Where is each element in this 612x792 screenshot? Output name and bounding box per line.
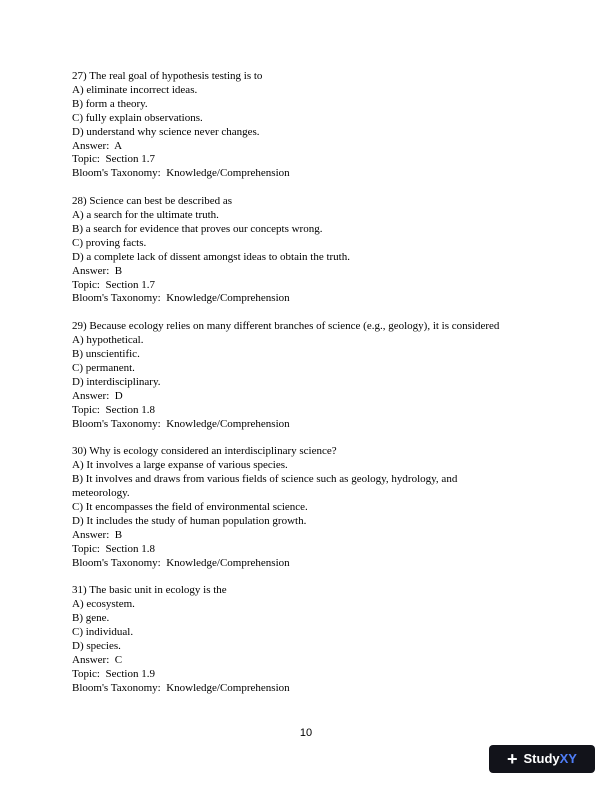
question-block <box>72 320 552 431</box>
question-line: Answer: C <box>72 654 123 666</box>
question-line: Bloom's Taxonomy: Knowledge/Comprehension <box>72 417 290 430</box>
question-line: Topic: Section 1.8 <box>72 542 155 555</box>
question-line: 30) Why is ecology considered an interdisciplinary science? <box>72 445 337 458</box>
question-line: B) form a theory. <box>72 97 148 110</box>
question-line: D) interdisciplinary. <box>72 375 161 388</box>
question-line: D) It includes the study of human population growth. <box>72 514 307 527</box>
question-line: 28) Science can best be described as <box>72 195 233 208</box>
question-line: Bloom's Taxonomy: Knowledge/Comprehension <box>72 556 290 569</box>
question-line: 31) The basic unit in ecology is the <box>72 584 227 597</box>
question-line: Topic: Section 1.7 <box>72 278 155 291</box>
question-line: Answer: A <box>72 139 123 152</box>
question-line: B) a search for evidence that proves our concepts wrong. <box>72 222 323 235</box>
brand-study-text: Study <box>523 751 560 766</box>
question-line: Topic: Section 1.8 <box>72 403 155 416</box>
question-line: C) fully explain observations. <box>72 111 203 124</box>
question-line: Bloom's Taxonomy: Knowledge/Comprehension <box>72 681 290 694</box>
question-line: B) unscientific. <box>72 348 140 361</box>
question-line: 29) Because ecology relies on many different branches of science (e.g., geology), it is considered <box>72 320 500 333</box>
question-line: D) species. <box>72 640 121 653</box>
question-block <box>72 70 552 181</box>
question-line: Answer: D <box>72 389 123 402</box>
question-line: C) proving facts. <box>72 236 147 249</box>
question-line: C) individual. <box>72 626 134 639</box>
question-line: A) It involves a large expanse of various species. <box>72 459 288 472</box>
question-line: C) permanent. <box>72 362 135 374</box>
question-line: A) a search for the ultimate truth. <box>72 209 219 222</box>
question-line: Bloom's Taxonomy: Knowledge/Comprehension <box>72 167 290 180</box>
question-line: Bloom's Taxonomy: Knowledge/Comprehension <box>72 292 290 305</box>
question-line: D) understand why science never changes. <box>72 125 260 138</box>
brand-xy-text: XY <box>559 751 577 766</box>
question-line: B) It involves and draws from various fields of science such as geology, hydrology, and <box>72 473 458 486</box>
question-line: B) gene. <box>72 612 110 625</box>
question-block <box>72 584 552 695</box>
question-line: A) hypothetical. <box>72 334 144 347</box>
question-line: meteorology. <box>72 487 130 500</box>
question-line: Topic: Section 1.7 <box>72 153 155 166</box>
question-block <box>72 195 552 306</box>
plus-icon: + <box>507 749 518 769</box>
question-line: Answer: B <box>72 528 123 541</box>
question-line: C) It encompasses the field of environmental science. <box>72 501 308 514</box>
question-line: A) ecosystem. <box>72 598 135 611</box>
question-line: A) eliminate incorrect ideas. <box>72 83 198 96</box>
question-line: Topic: Section 1.9 <box>72 667 155 680</box>
question-list <box>72 70 552 710</box>
page-number: 10 <box>299 727 313 739</box>
studyxy-badge[interactable] <box>489 745 595 773</box>
question-line: 27) The real goal of hypothesis testing is to <box>72 70 263 82</box>
question-block <box>72 445 552 570</box>
question-line: D) a complete lack of dissent amongst ideas to obtain the truth. <box>72 250 350 263</box>
question-line: Answer: B <box>72 264 123 277</box>
